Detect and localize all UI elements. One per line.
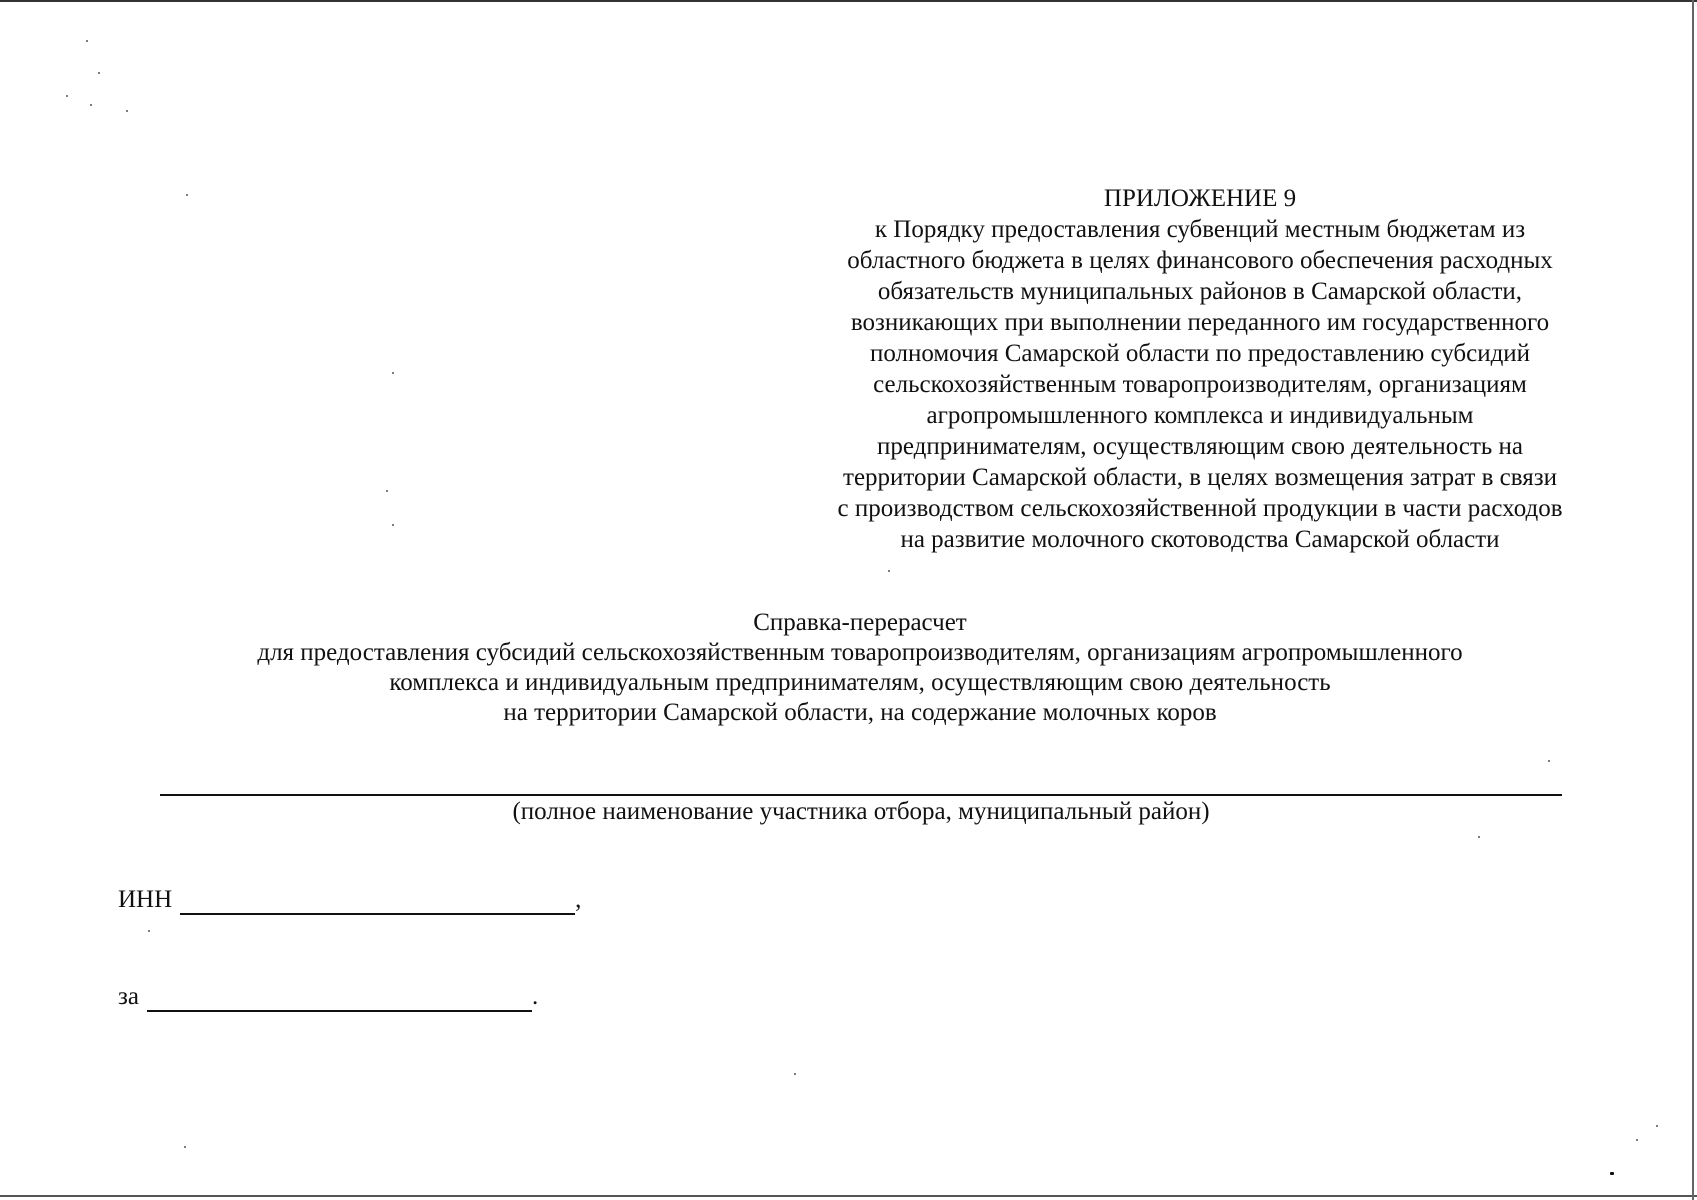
appendix-subtitle-line: возникающих при выполнении переданного им государственного — [850, 309, 1550, 336]
scan-speck — [186, 194, 188, 196]
scan-speck — [66, 95, 68, 97]
scan-speck — [1610, 1172, 1614, 1175]
inn-row — [118, 885, 581, 915]
participant-name-field[interactable] — [160, 768, 1562, 796]
appendix-subtitle-line: агропромышленного комплекса и индивидуальным — [926, 402, 1474, 429]
appendix-title: ПРИЛОЖЕНИЕ 9 — [1103, 185, 1297, 212]
appendix-subtitle-line: обязательств муниципальных районов в Самарской области, — [877, 278, 1523, 305]
scan-speck — [184, 1146, 186, 1148]
appendix-subtitle-line: областного бюджета в целях финансового обеспечения расходных — [847, 247, 1553, 274]
scan-speck — [794, 1073, 796, 1075]
appendix-subtitle-line: с производством сельскохозяйственной продукции в части расходов — [837, 495, 1563, 522]
scan-speck — [386, 490, 388, 492]
inn-comma: , — [575, 886, 582, 913]
scan-speck — [1478, 836, 1480, 838]
inn-label: ИНН — [118, 886, 173, 913]
appendix-header — [770, 183, 1630, 555]
period-period: . — [531, 983, 539, 1010]
participant-name-caption: (полное наименование участника отбора, муниципальный район) — [512, 798, 1210, 825]
appendix-subtitle-line: сельскохозяйственным товаропроизводителям, организациям — [873, 371, 1527, 398]
scan-speck — [90, 104, 92, 106]
scan-speck — [126, 110, 128, 112]
appendix-subtitle-line: полномочия Самарской области по предоставлению субсидий — [869, 340, 1531, 367]
document-subtitle — [150, 638, 1570, 728]
scan-speck — [148, 930, 150, 932]
appendix-subtitle-line: на развитие молочного скотоводства Самарской области — [900, 526, 1500, 553]
period-row — [118, 982, 538, 1012]
scan-speck — [98, 72, 100, 74]
scan-speck — [392, 372, 394, 374]
appendix-subtitle-line: территории Самарской области, в целях возмещения затрат в связи — [843, 464, 1557, 491]
document-title: Справка-перерасчет — [753, 609, 967, 636]
document-subtitle-line: комплекса и индивидуальным предпринимателям, осуществляющим свою деятельность — [389, 669, 1331, 696]
document-subtitle-line: для предоставления субсидий сельскохозяйственным товаропроизводителям, организациям агропромышленного — [257, 639, 1463, 666]
period-field[interactable] — [147, 984, 532, 1012]
scan-edge-right — [1692, 0, 1694, 1200]
appendix-subtitle — [770, 214, 1630, 555]
scan-speck — [1656, 1125, 1658, 1127]
scan-speck — [888, 570, 890, 572]
scan-speck — [392, 524, 394, 526]
scan-speck — [1636, 1139, 1638, 1141]
document-heading — [150, 608, 1570, 728]
appendix-subtitle-line: к Порядку предоставления субвенций местным бюджетам из — [874, 216, 1526, 243]
scan-speck — [86, 40, 88, 42]
period-label: за — [118, 983, 139, 1010]
inn-field[interactable] — [180, 887, 575, 915]
scan-edge-bottom — [0, 1195, 1697, 1197]
document-subtitle-line: на территории Самарской области, на содержание молочных коров — [503, 699, 1217, 726]
scan-speck — [1548, 760, 1550, 762]
scan-edge-top — [0, 0, 1697, 2]
appendix-subtitle-line: предпринимателям, осуществляющим свою деятельность на — [876, 433, 1524, 460]
